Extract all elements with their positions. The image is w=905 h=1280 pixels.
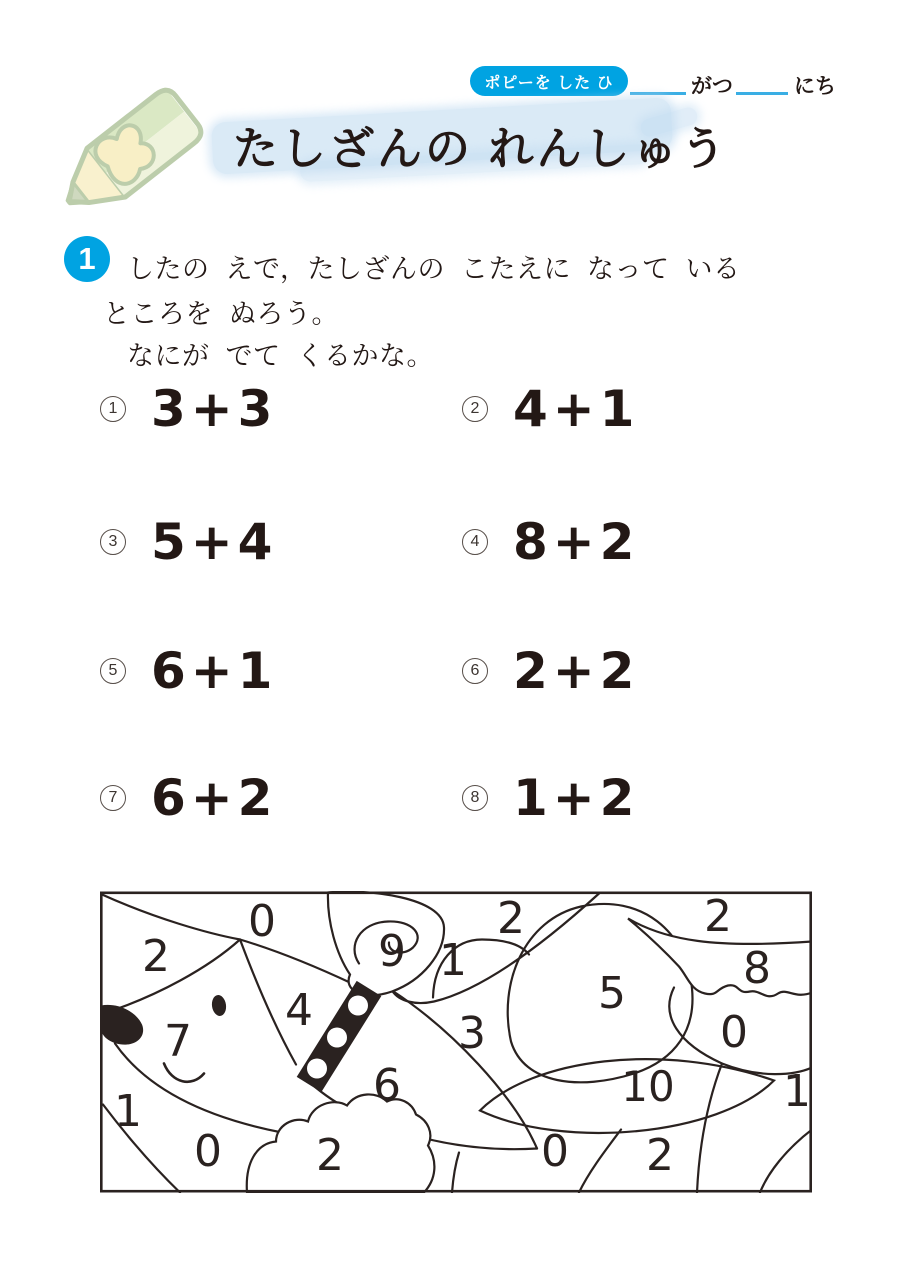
problem-number-badge: 1 bbox=[64, 236, 110, 282]
region-number-3: 3 bbox=[458, 1008, 486, 1059]
region-number-1: 1 bbox=[114, 1086, 142, 1137]
exercise-number-circle: 3 bbox=[100, 529, 126, 555]
exercise-6 bbox=[462, 642, 639, 700]
collar-stud bbox=[327, 1028, 347, 1048]
picture-line bbox=[452, 1153, 459, 1193]
exercise-number-circle: 6 bbox=[462, 658, 488, 684]
exercise-2 bbox=[462, 380, 639, 438]
region-number-10: 10 bbox=[621, 1062, 675, 1111]
picture-line bbox=[102, 895, 240, 940]
dog-nose bbox=[101, 1005, 143, 1045]
exercise-expression: 4+1 bbox=[513, 380, 640, 438]
region-number-5: 5 bbox=[598, 968, 626, 1019]
exercise-expression: 5+4 bbox=[151, 513, 278, 571]
coloring-picture bbox=[100, 891, 812, 1193]
instruction-line-3: なにが でて くるかな。 bbox=[127, 341, 435, 371]
page-title: たしざんの れんしゅう bbox=[233, 123, 729, 174]
exercise-number-circle: 7 bbox=[100, 785, 126, 811]
exercise-expression: 1+2 bbox=[513, 769, 640, 827]
region-number-6: 6 bbox=[373, 1060, 401, 1111]
exercise-expression: 3+3 bbox=[151, 380, 278, 438]
exercise-expression: 8+2 bbox=[513, 513, 640, 571]
picture-line bbox=[760, 1130, 812, 1193]
day-input-line[interactable] bbox=[736, 92, 788, 95]
region-number-0: 0 bbox=[248, 896, 276, 947]
exercise-expression: 2+2 bbox=[513, 642, 640, 700]
region-number-0: 0 bbox=[541, 1126, 569, 1177]
region-number-2: 2 bbox=[646, 1130, 674, 1181]
region-number-4: 4 bbox=[285, 985, 313, 1036]
instruction-line-2: ところを ぬろう。 bbox=[103, 299, 340, 329]
region-number-1: 1 bbox=[439, 935, 467, 986]
exercise-number-circle: 1 bbox=[100, 396, 126, 422]
region-number-2: 2 bbox=[497, 893, 525, 944]
region-number-2: 2 bbox=[704, 891, 732, 942]
exercise-8 bbox=[462, 769, 639, 827]
exercise-number-circle: 2 bbox=[462, 396, 488, 422]
picture-line bbox=[697, 1064, 722, 1193]
region-number-1: 1 bbox=[783, 1066, 811, 1117]
date-badge-label: ポピーを した ひ bbox=[484, 74, 614, 92]
region-number-2: 2 bbox=[142, 931, 170, 982]
region-number-0: 0 bbox=[720, 1007, 748, 1058]
month-label: がつ bbox=[691, 75, 733, 98]
collar-stud bbox=[348, 996, 368, 1016]
region-number-7: 7 bbox=[164, 1016, 192, 1067]
exercise-number-circle: 8 bbox=[462, 785, 488, 811]
exercise-expression: 6+1 bbox=[151, 642, 278, 700]
picture-line bbox=[579, 1130, 621, 1193]
collar-stud bbox=[307, 1059, 327, 1079]
exercise-7 bbox=[100, 769, 277, 827]
exercise-1 bbox=[100, 380, 277, 438]
exercise-expression: 6+2 bbox=[151, 769, 278, 827]
exercise-number-circle: 5 bbox=[100, 658, 126, 684]
region-number-2: 2 bbox=[316, 1130, 344, 1181]
region-number-8: 8 bbox=[743, 943, 771, 994]
region-number-9: 9 bbox=[378, 926, 406, 977]
date-badge bbox=[470, 66, 628, 96]
exercise-5 bbox=[100, 642, 277, 700]
exercise-4 bbox=[462, 513, 639, 571]
dog-eye bbox=[211, 994, 228, 1017]
day-label: にち bbox=[794, 75, 836, 98]
exercise-3 bbox=[100, 513, 277, 571]
instruction-line-1: したの えで，たしざんの こたえに なって いる bbox=[127, 254, 741, 284]
exercise-number-circle: 4 bbox=[462, 529, 488, 555]
region-number-0: 0 bbox=[194, 1126, 222, 1177]
month-input-line[interactable] bbox=[630, 92, 686, 95]
pencil-icon bbox=[50, 78, 225, 223]
